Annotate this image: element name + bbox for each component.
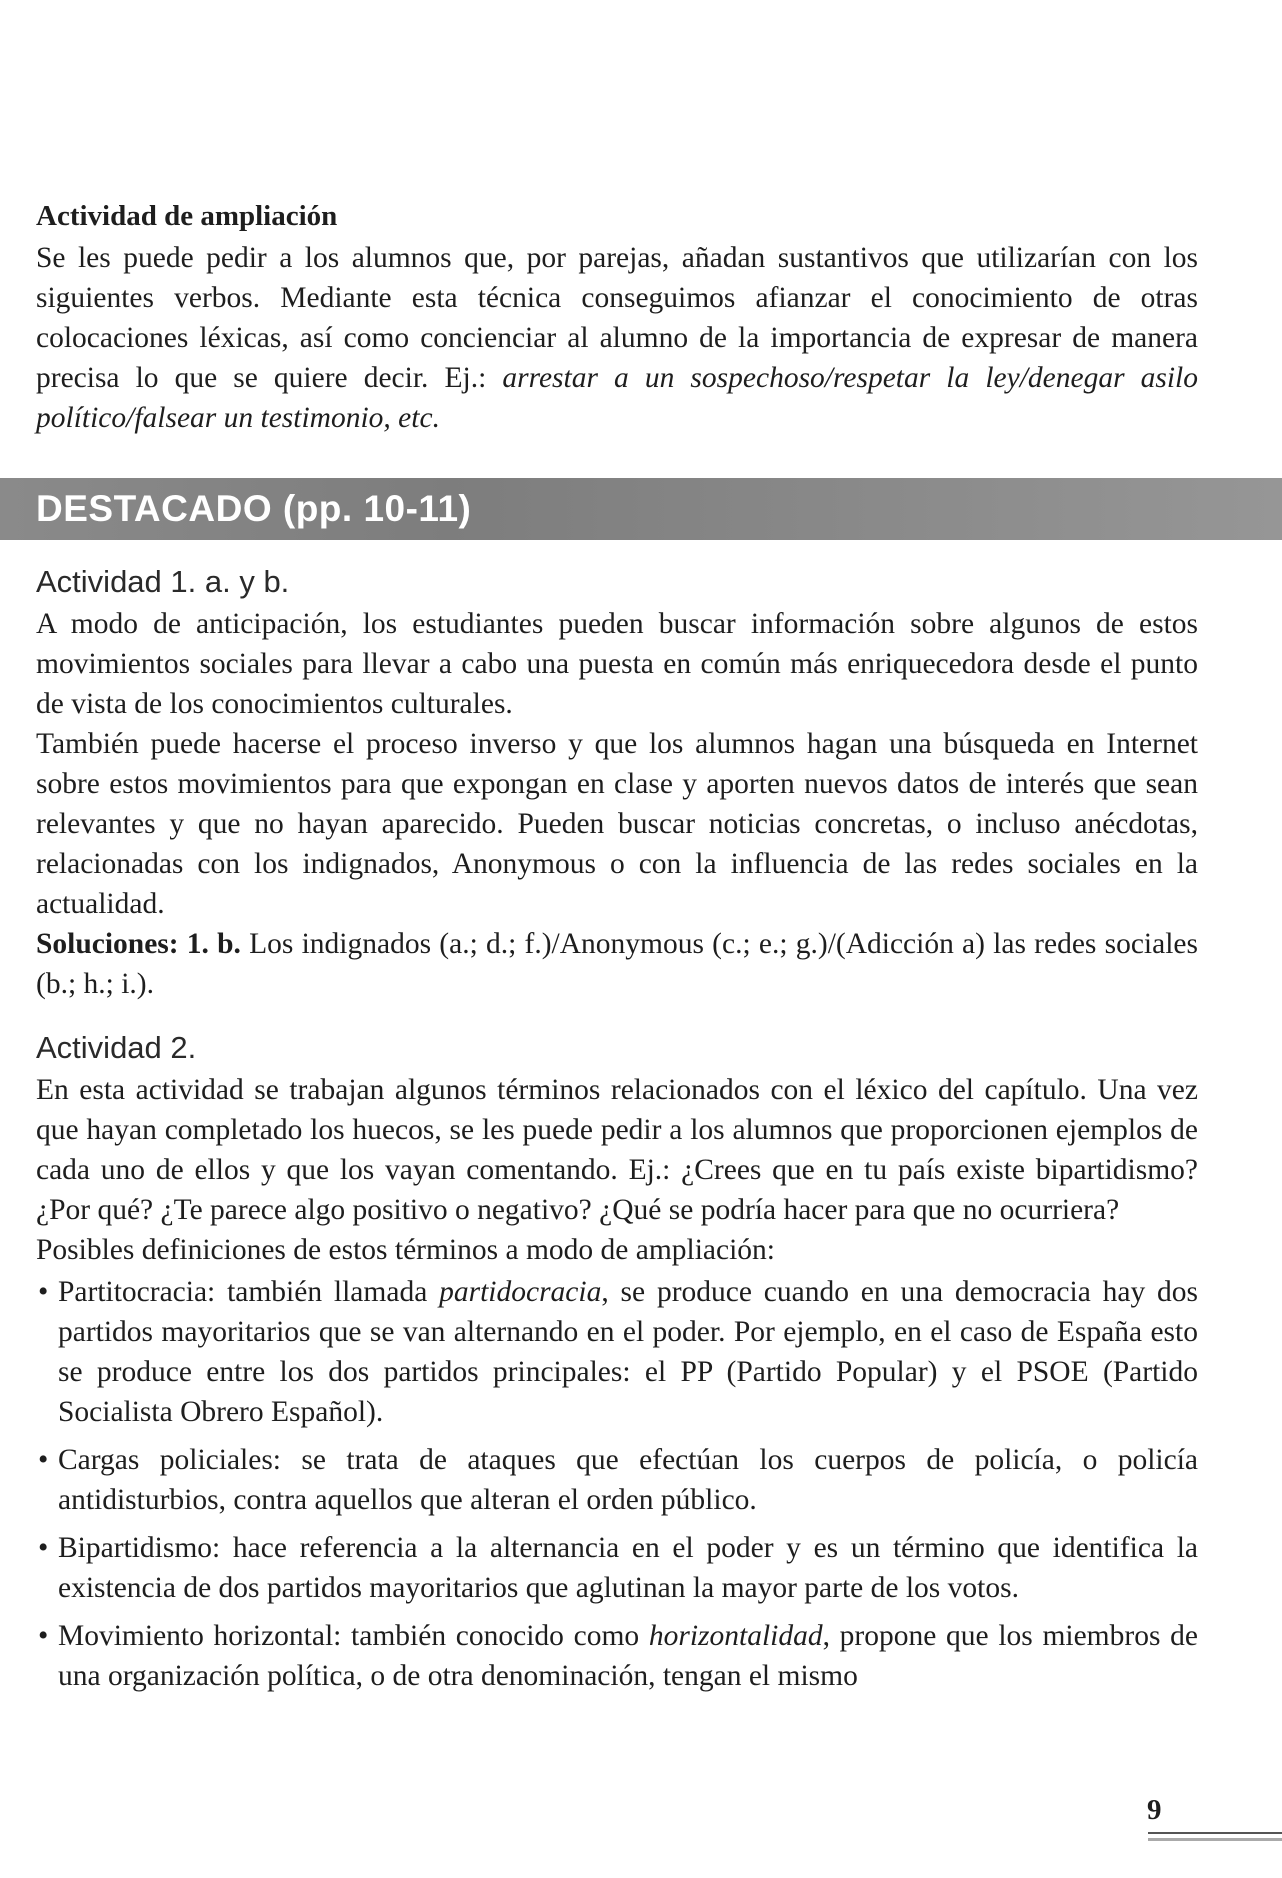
destacado-banner bbox=[0, 478, 1282, 540]
item-text: Movimiento horizontal: también conocido como bbox=[58, 1620, 649, 1652]
actividad-2-paragraph-2: Posibles definiciones de estos términos a modo de ampliación: bbox=[36, 1234, 775, 1266]
list-item bbox=[36, 1440, 1198, 1520]
solutions-label: Soluciones: 1. b. bbox=[36, 928, 241, 960]
destacado-section bbox=[36, 560, 1198, 1704]
footer-rule bbox=[1148, 1832, 1282, 1834]
ampliacion-heading: Actividad de ampliación bbox=[36, 200, 338, 232]
definitions-list bbox=[36, 1272, 1198, 1696]
bullet-icon: • bbox=[38, 1532, 49, 1564]
actividad-2-heading: Actividad 2. bbox=[36, 1030, 197, 1065]
actividad-1-paragraph-1: A modo de anticipación, los estudiantes pueden buscar información sobre algunos de estos movimientos sociales para llevar a cabo una puesta en común más enriquecedora desde el punto de vista de los conocimientos culturales. bbox=[36, 608, 1198, 720]
item-text: Partitocracia: también llamada bbox=[58, 1276, 440, 1308]
page-number: 9 bbox=[1147, 1794, 1162, 1826]
ampliacion-text: Se les puede pedir a los alumnos que, por parejas, añadan sustantivos que utilizarían con los siguientes verbos. Mediante esta técnica conseguimos afianzar el conocimiento de otras colocaciones léxicas, así como concienciar al alumno de la importancia de expresar de manera precisa lo que se quiere decir. Ej.: bbox=[36, 242, 1198, 394]
item-text: Cargas policiales: se trata de ataques que efectúan los cuerpos de policía, o policía antidisturbios, contra aquellos que alteran el orden público. bbox=[58, 1444, 1198, 1516]
item-term: horizontalidad bbox=[648, 1620, 823, 1652]
ampliacion-example: arrestar a un sospechoso/respetar la ley/denegar asilo político/falsear un testimonio, etc. bbox=[36, 362, 1199, 434]
ampliacion-section bbox=[36, 196, 1198, 438]
footer-rule-shadow bbox=[1148, 1838, 1282, 1841]
banner-title: DESTACADO (pp. 10-11) bbox=[36, 488, 472, 529]
actividad-1-solutions bbox=[36, 924, 1198, 1004]
ampliacion-paragraph bbox=[36, 238, 1198, 438]
bullet-icon: • bbox=[38, 1620, 49, 1652]
actividad-1-paragraph-2: También puede hacerse el proceso inverso y que los alumnos hagan una búsqueda en Internet sobre estos movimientos para que expongan en clase y aporten nuevos datos de interés que sean relevantes y que no hayan aparecido. Pueden buscar noticias concretas, o incluso anécdotas, relacionadas con los indignados, Anonymous o con la influencia de las redes sociales en la actualidad. bbox=[36, 728, 1198, 920]
actividad-2-paragraph-1: En esta actividad se trabajan algunos términos relacionados con el léxico del capítulo. Una vez que hayan completado los huecos, se les puede pedir a los alumnos que proporcionen ejemplos de cada uno de ellos y que los vayan comentando. Ej.: ¿Crees que en tu país existe bipartidismo? ¿Por qué? ¿Te parece algo positivo o negativo? ¿Qué se podría hacer para que no ocurriera? bbox=[36, 1074, 1198, 1226]
item-text-rest: , se produce cuando en una democracia hay dos partidos mayoritarios que se van alternando en el poder. Por ejemplo, en el caso de España esto se produce entre los dos partidos principales: el PP (Partido Popular) y el PSOE (Partido Socialista Obrero Español). bbox=[58, 1276, 1198, 1428]
bullet-icon: • bbox=[38, 1444, 49, 1476]
list-item bbox=[36, 1528, 1198, 1608]
solutions-text: Los indignados (a.; d.; f.)/Anonymous (c.; e.; g.)/(Adicción a) las redes sociales (b.; h.; i.). bbox=[36, 928, 1198, 1000]
bullet-icon: • bbox=[38, 1276, 49, 1308]
item-text-rest: , propone que los miembros de una organización política, o de otra denominación, tengan el mismo bbox=[58, 1620, 1198, 1692]
item-text: Bipartidismo: hace referencia a la alternancia en el poder y es un término que identifica la existencia de dos partidos mayoritarios que aglutinan la mayor parte de los votos. bbox=[58, 1532, 1198, 1604]
list-item bbox=[36, 1616, 1198, 1696]
list-item bbox=[36, 1272, 1198, 1432]
item-term: partidocracia bbox=[439, 1276, 602, 1308]
actividad-1-heading: Actividad 1. a. y b. bbox=[36, 564, 290, 599]
